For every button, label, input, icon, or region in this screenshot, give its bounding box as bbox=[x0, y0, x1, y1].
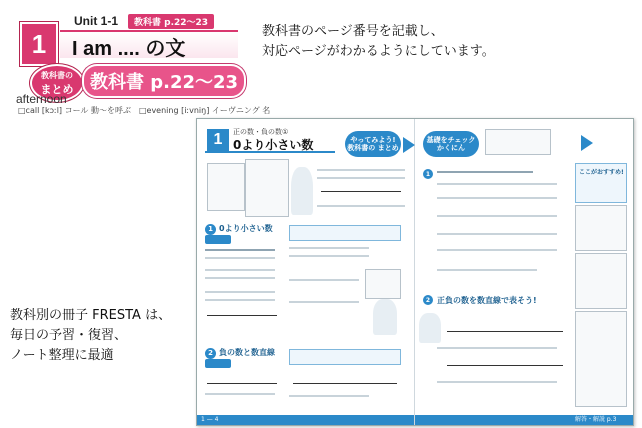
caption-top-line1: 教科書のページ番号を記載し、 bbox=[262, 24, 444, 39]
text-line bbox=[205, 291, 275, 293]
text-line bbox=[205, 393, 275, 395]
workbook-lesson-number: 1 bbox=[207, 129, 229, 151]
text-line bbox=[289, 247, 369, 249]
text-line bbox=[437, 347, 557, 349]
question2-number-line bbox=[447, 331, 563, 332]
afternoon-word: afternoon bbox=[16, 92, 67, 106]
workbook-spread bbox=[196, 118, 634, 426]
workbook-subtitle: 正の数・負の数① bbox=[233, 128, 289, 136]
section2-title: 負の数と数直線 bbox=[219, 348, 275, 357]
text-line bbox=[289, 255, 369, 257]
point-tag bbox=[205, 235, 231, 244]
section2-heading bbox=[205, 347, 275, 359]
child-illustration bbox=[419, 313, 441, 343]
mascot-illustration bbox=[373, 299, 397, 335]
text-line bbox=[205, 249, 275, 251]
text-line bbox=[437, 233, 557, 235]
caption-top-line2: 対応ページがわかるようにしています。 bbox=[262, 44, 495, 59]
section3-heading: 正負の数を数直線で表そう! bbox=[437, 296, 537, 305]
badge-right-bottom: かくにん bbox=[437, 144, 465, 152]
recommend-title: ここがおすすめ! bbox=[579, 169, 624, 176]
summary-badge-bottom: まとめ bbox=[40, 82, 74, 96]
section1-number: 1 bbox=[205, 224, 216, 235]
caption-bottom-line3: ノート整理に最適 bbox=[10, 348, 114, 363]
arrow-icon bbox=[403, 137, 415, 153]
right-footer-text: 解答・解説 p.3 bbox=[575, 416, 617, 423]
section1-heading bbox=[205, 223, 273, 235]
vocab-line: □call [kɔːl] コール 動～を呼ぶ □evening [iːvniŋ] イーヴニング 名 bbox=[18, 106, 271, 115]
text-line bbox=[289, 301, 359, 303]
unit-label: Unit 1-1 bbox=[74, 14, 119, 28]
workbook-title: 0より小さい数 bbox=[233, 138, 314, 152]
answer-number-line bbox=[293, 383, 397, 384]
text-line bbox=[205, 269, 275, 271]
text-line bbox=[437, 183, 557, 185]
hint-bubble bbox=[289, 225, 401, 241]
text-line bbox=[205, 257, 275, 259]
text-line bbox=[437, 197, 557, 199]
caption-bottom-line1: 教科別の冊子 FRESTA は、 bbox=[10, 308, 172, 323]
text-line bbox=[289, 279, 359, 281]
text-line bbox=[205, 277, 275, 279]
question-1-badge: 1 bbox=[423, 169, 433, 179]
text-line bbox=[437, 171, 533, 173]
badge-right-top: 基礎をチェック bbox=[426, 135, 476, 144]
badge-left-top: やってみよう! bbox=[350, 135, 396, 144]
sidebar-extra-box bbox=[575, 311, 627, 407]
text-line bbox=[437, 215, 557, 217]
student-illustration bbox=[291, 167, 313, 215]
speech-bubble bbox=[245, 159, 289, 217]
text-line bbox=[317, 169, 405, 171]
textbook-pages-pill: 教科書 p.22〜23 bbox=[82, 64, 246, 98]
section2-number: 2 bbox=[205, 348, 216, 359]
text-line bbox=[437, 269, 537, 271]
text-line bbox=[289, 395, 369, 397]
text-line bbox=[437, 381, 557, 383]
text-line bbox=[317, 177, 405, 179]
question-2-badge: 2 bbox=[423, 295, 433, 305]
badge-left-bottom: 教科書の まとめ bbox=[347, 144, 399, 152]
question2-number-line-b bbox=[447, 365, 563, 366]
lesson-number-tab: 1 bbox=[20, 22, 58, 66]
check-badge-right bbox=[423, 131, 479, 157]
section1-number-line bbox=[207, 315, 277, 316]
summary-badge-top: 教科書の bbox=[41, 70, 73, 80]
textbook-header-illustration bbox=[8, 6, 271, 115]
summary-badge-left bbox=[345, 131, 401, 157]
sidebar-note-box bbox=[575, 253, 627, 309]
page-range-chip: 教科書 p.22〜23 bbox=[128, 14, 214, 29]
lesson-title: I am .... の文 bbox=[72, 38, 186, 60]
section1-title: 0より小さい数 bbox=[219, 224, 273, 233]
text-line bbox=[205, 299, 275, 301]
text-line bbox=[437, 249, 557, 251]
next-arrow-icon bbox=[581, 135, 593, 151]
note-box bbox=[365, 269, 401, 299]
sidebar-example-box bbox=[575, 205, 627, 251]
text-line bbox=[317, 205, 405, 207]
hint-bubble-2 bbox=[289, 349, 401, 365]
intro-list-box bbox=[207, 163, 245, 211]
intro-number-line bbox=[321, 191, 401, 192]
left-footer-bar bbox=[197, 415, 414, 425]
point-tag bbox=[205, 359, 231, 368]
page-gutter bbox=[414, 119, 415, 425]
caption-bottom-line2: 毎日の予習・復習、 bbox=[10, 328, 128, 343]
caption-bottom bbox=[10, 306, 171, 366]
caption-top bbox=[262, 22, 495, 62]
left-footer-text: 1 — 4 bbox=[201, 416, 219, 423]
section2-number-line bbox=[207, 383, 277, 384]
instruction-box bbox=[485, 129, 551, 155]
recommend-box bbox=[575, 163, 627, 203]
